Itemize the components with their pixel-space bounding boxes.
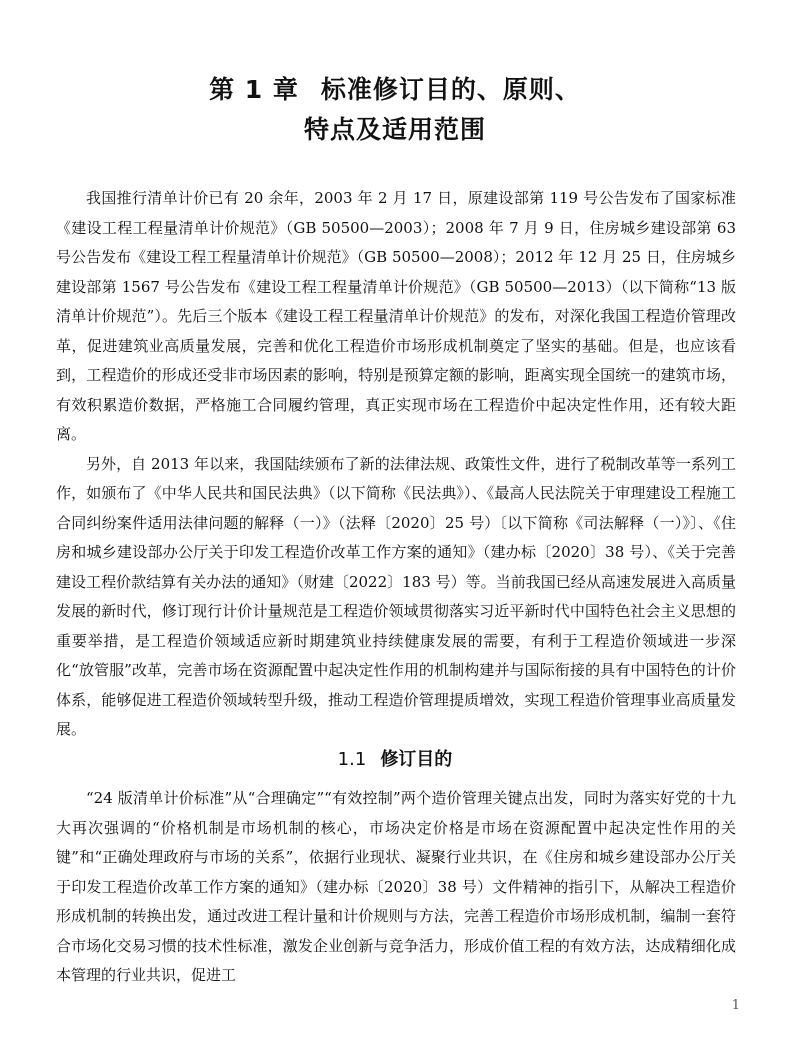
chapter-title-line1: [0, 70, 790, 110]
paragraph: 我国推行清单计价已有 20 余年，2003 年 2 月 17 日，原建设部第 119 号公告发布了国家标准《建设工程工程量清单计价规范》（GB 50500—2003）；2008 年 7 月 9 日，住房城乡建设部第 63 号公告发布《建设工程工程量清单计价规范》（GB 50500—2008）；2012 年 12 月 25 日，住房城乡建设部第 1567 号公告发布《建设工程工程量清单计价规范》（GB 50500—2013）（以下简称“13 版清单计价规范”）。先后三个版本《建设工程工程量清单计价规范》的发布，对深化我国工程造价管理改革，促进建筑业高质量发展，完善和优化工程造价市场形成机制奠定了坚实的基础。但是，也应该看到，工程造价的形成还受非市场因素的影响，特别是预算定额的影响，距离实现全国统一的建筑市场，有效积累造价数据，严格施工合同履约管理，真正实现市场在工程造价中起决定性作用，还有较大距离。: [56, 189, 736, 443]
section-number: 1.1: [337, 749, 367, 770]
chapter-number: 第 1 章: [209, 75, 299, 104]
section-body: [56, 784, 736, 991]
intro-body: [56, 184, 736, 745]
chapter-title-line2: 特点及适用范围: [303, 115, 486, 144]
chapter-title-text-1: 标准修订目的、原则、: [320, 75, 581, 104]
paragraph: “24 版清单计价标准”从“合理确定”“有效控制”两个造价管理关键点出发，同时为落实好党的十九大再次强调的“价格机制是市场机制的核心，市场决定价格是市场在资源配置中起决定性作用的关键”和“正确处理政府与市场的关系”，依据行业现状、凝聚行业共识，在《住房和城乡建设部办公厅关于印发工程造价改革工作方案的通知》（建办标〔2020〕38 号）文件精神的指引下，从解决工程造价形成机制的转换出发，通过改进工程计量和计价规则与方法，完善工程造价市场形成机制，编制一套符合市场化交易习惯的技术性标准，激发企业创新与竞争活力，形成价值工程的有效方法，达成精细化成本管理的行业共识，促进工: [56, 789, 736, 984]
paragraph: 另外，自 2013 年以来，我国陆续颁布了新的法律法规、政策性文件，进行了税制改革等一系列工作，如颁布了《中华人民共和国民法典》（以下简称《民法典》）、《最高人民法院关于审理建设工程施工合同纠纷案件适用法律问题的解释（一）》（法释〔2020〕25 号）〔以下简称《司法解释（一）》〕、《住房和城乡建设部办公厅关于印发工程造价改革工作方案的通知》（建办标〔2020〕38 号）、《关于完善建设工程价款结算有关办法的通知》（财建〔2022〕183 号）等。当前我国已经从高速发展进入高质量发展的新时代，修订现行计价计量规范是工程造价领域贯彻落实习近平新时代中国特色社会主义思想的重要举措，是工程造价领域适应新时期建筑业持续健康发展的需要，有利于工程造价领域进一步深化“放管服”改革，完善市场在资源配置中起决定性作用的机制构建并与国际衔接的具有中国特色的计价体系，能够促进工程造价领域转型升级，推动工程造价管理提质增效，实现工程造价管理事业高质量发展。: [56, 454, 736, 738]
section-title: 修订目的: [380, 749, 453, 770]
chapter-title: [0, 70, 790, 150]
page-number: 1: [731, 998, 740, 1013]
section-heading: [0, 745, 790, 775]
